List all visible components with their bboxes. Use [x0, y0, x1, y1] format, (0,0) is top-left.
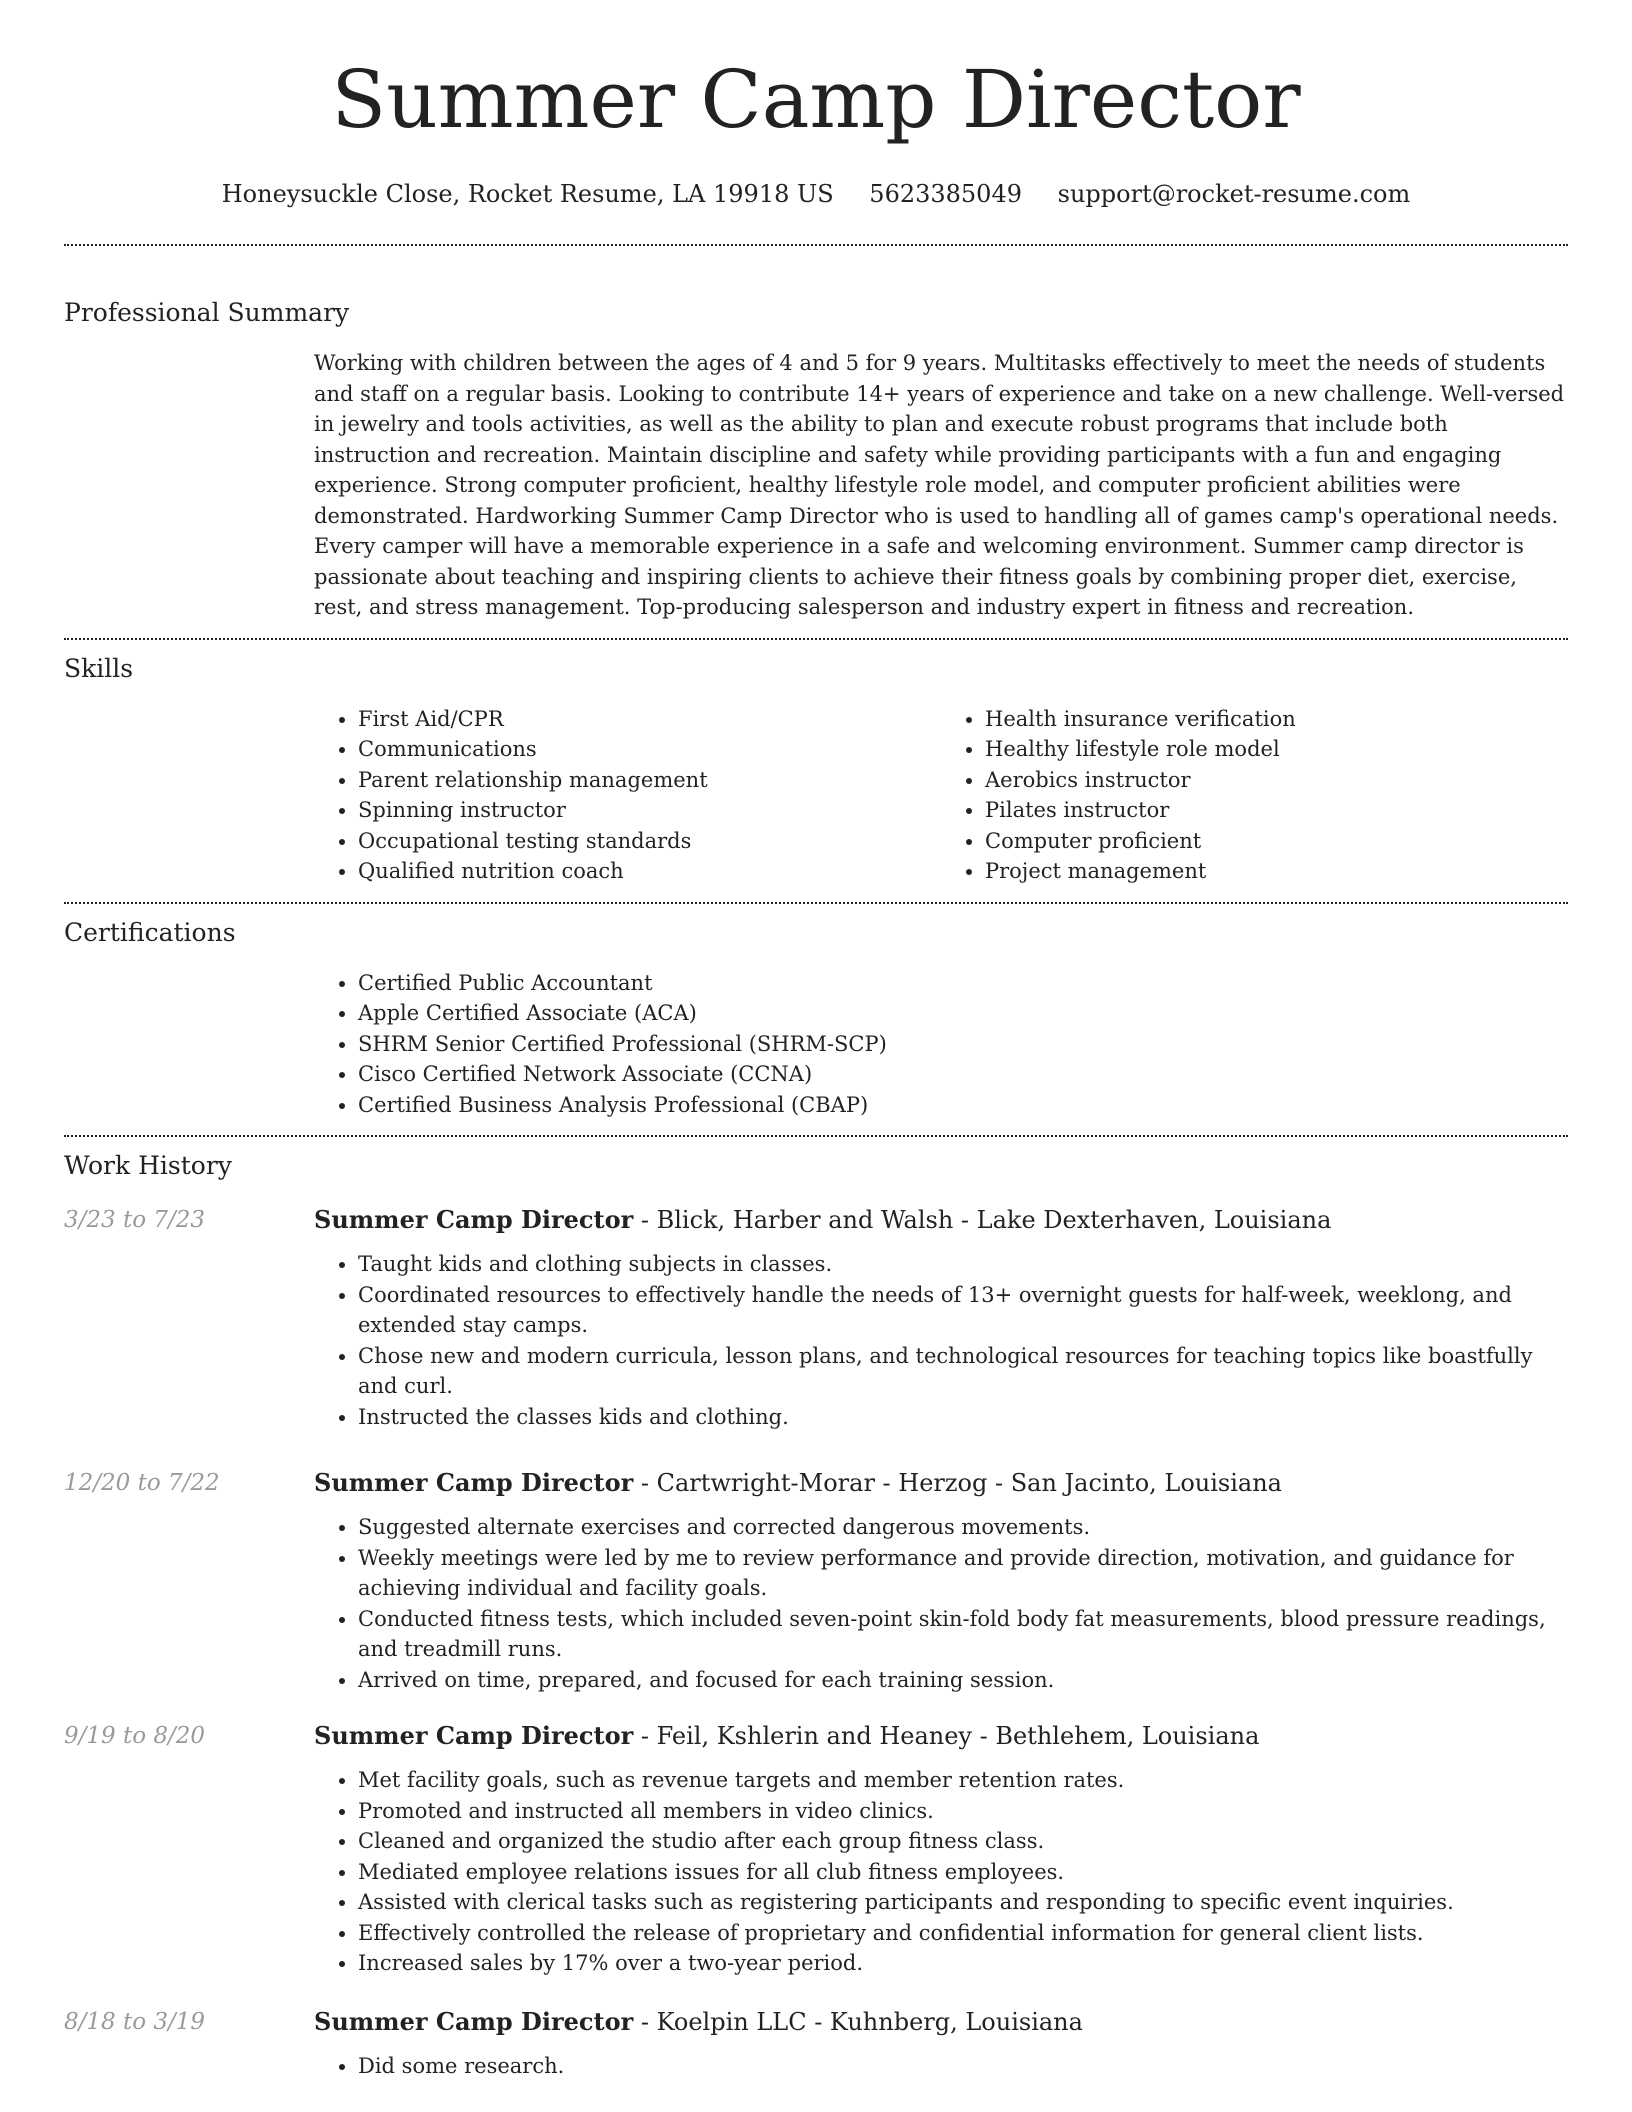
job-body — [314, 1466, 1568, 1695]
certifications-section — [64, 904, 1568, 1121]
summary-text: Working with children between the ages of 4 and 5 for 9 years. Multitasks effectively to meet the needs of students and staff on a regular basis. Looking to contribute 14+ years of experience and take on a new challenge. Well-versed in jewelry and tools activities, as well as the ability to plan and execute robust programs that include both instruction and recreation. Maintain discipline and safety while providing participants with a fun and engaging experience. Strong computer proficient, healthy lifestyle role model, and computer proficient abilities were demonstrated. Hardworking Summer Camp Director who is used to handling all of games camp's operational needs. Every camper will have a memorable experience in a safe and welcoming environment. Summer camp director is passionate about teaching and inspiring clients to achieve their fitness goals by combining proper diet, exercise, rest, and stress management. Top-producing salesperson and industry expert in fitness and recreation. — [314, 351, 1565, 619]
job-bullet: • Suggested alternate exercises and corrected dangerous movements. — [358, 1512, 1568, 1543]
contact-email: support@rocket-resume.com — [1057, 180, 1411, 208]
job-company-location: - Cartwright-Morar - Herzog - San Jacinto, Louisiana — [633, 1469, 1282, 1497]
skill-item: • Project management — [985, 856, 1568, 887]
job-bullet: • Increased sales by 17% over a two-year period. — [358, 1948, 1568, 1979]
skills-list — [314, 704, 1568, 887]
job-role: Summer Camp Director — [314, 1721, 634, 1750]
job-bullet: • Met facility goals, such as revenue targets and member retention rates. — [358, 1765, 1568, 1796]
certification-item: • Apple Certified Associate (ACA) — [358, 998, 1568, 1029]
job-bullet: • Taught kids and clothing subjects in classes. — [358, 1249, 1568, 1280]
certification-item: • Cisco Certified Network Associate (CCNA) — [358, 1059, 1568, 1090]
job-entry — [64, 1466, 1568, 1695]
job-bullet: • Arrived on time, prepared, and focused for each training session. — [358, 1665, 1568, 1696]
summary-section — [64, 246, 1568, 623]
skill-item: • Communications — [358, 734, 941, 765]
contact-address: Honeysuckle Close, Rocket Resume, LA 19918 US — [221, 180, 834, 208]
skill-item: • Health insurance verification — [985, 704, 1568, 735]
job-dates: 8/18 to 3/19 — [64, 2008, 206, 2035]
summary-content — [314, 348, 1568, 623]
skill-item: • Aerobics instructor — [985, 765, 1568, 796]
job-entry — [64, 1203, 1568, 1432]
certifications-content — [314, 968, 1568, 1121]
job-bullets — [314, 1765, 1568, 1979]
skills-section — [64, 640, 1568, 887]
job-body — [314, 1203, 1568, 1432]
skills-column-right — [941, 704, 1568, 887]
skill-item: • Computer proficient — [985, 826, 1568, 857]
job-bullets — [314, 1512, 1568, 1695]
job-dates: 12/20 to 7/22 — [64, 1470, 220, 1496]
job-bullet: • Instructed the classes kids and clothing. — [358, 1402, 1568, 1433]
job-bullet: • Chose new and modern curricula, lesson plans, and technological resources for teaching topics like boastfully and curl. — [358, 1341, 1568, 1402]
skill-item: • First Aid/CPR — [358, 704, 941, 735]
skill-item: • Qualified nutrition coach — [358, 856, 941, 887]
skill-item: • Parent relationship management — [358, 765, 941, 796]
certifications-list — [314, 968, 1568, 1121]
contact-line — [64, 178, 1568, 210]
certifications-heading: Certifications — [64, 917, 236, 947]
job-bullet: • Conducted fitness tests, which included seven-point skin-fold body fat measurements, blood pressure readings, and treadmill runs. — [358, 1604, 1568, 1665]
job-bullet: • Assisted with clerical tasks such as registering participants and responding to specific event inquiries. — [358, 1887, 1568, 1918]
job-entry — [64, 2005, 1568, 2082]
certification-item: • Certified Public Accountant — [358, 968, 1568, 999]
job-title — [314, 1466, 1568, 1500]
work-heading: Work History — [64, 1151, 232, 1180]
resume-name: Summer Camp Director — [331, 53, 1301, 146]
job-body — [314, 2005, 1568, 2082]
contact-phone: 5623385049 — [869, 180, 1022, 208]
job-company-location: - Blick, Harber and Walsh - Lake Dexterhaven, Louisiana — [633, 1206, 1332, 1234]
job-bullets — [314, 1249, 1568, 1432]
certification-item: • SHRM Senior Certified Professional (SHRM-SCP) — [358, 1029, 1568, 1060]
job-title — [314, 2005, 1568, 2039]
job-bullet: • Promoted and instructed all members in video clinics. — [358, 1796, 1568, 1827]
skill-item: • Pilates instructor — [985, 795, 1568, 826]
work-section — [64, 1137, 1568, 2081]
skills-heading: Skills — [64, 653, 134, 683]
job-bullet: • Cleaned and organized the studio after each group fitness class. — [358, 1826, 1568, 1857]
skills-column-left — [314, 704, 941, 887]
job-title — [314, 1719, 1568, 1753]
job-dates: 9/19 to 8/20 — [64, 1723, 206, 1749]
skill-item: • Spinning instructor — [358, 795, 941, 826]
certification-item: • Certified Business Analysis Professional (CBAP) — [358, 1090, 1568, 1121]
job-dates: 3/23 to 7/23 — [64, 1207, 206, 1233]
job-bullet: • Did some research. — [358, 2051, 1568, 2082]
job-company-location: - Koelpin LLC - Kuhnberg, Louisiana — [633, 2007, 1083, 2036]
job-bullet: • Coordinated resources to effectively handle the needs of 13+ overnight guests for half-week, weeklong, and extended stay camps. — [358, 1280, 1568, 1341]
skill-item: • Occupational testing standards — [358, 826, 941, 857]
summary-heading: Professional Summary — [64, 298, 350, 327]
job-bullet: • Mediated employee relations issues for all club fitness employees. — [358, 1857, 1568, 1888]
job-company-location: - Feil, Kshlerin and Heaney - Bethlehem, Louisiana — [633, 1722, 1260, 1750]
job-bullet: • Weekly meetings were led by me to review performance and provide direction, motivation, and guidance for achieving individual and facility goals. — [358, 1543, 1568, 1604]
jobs-list — [64, 1203, 1568, 2081]
job-bullets — [314, 2051, 1568, 2082]
skill-item: • Healthy lifestyle role model — [985, 734, 1568, 765]
job-role: Summer Camp Director — [314, 2006, 634, 2036]
job-entry — [64, 1719, 1568, 1979]
job-bullet: • Effectively controlled the release of proprietary and confidential information for general client lists. — [358, 1918, 1568, 1949]
job-role: Summer Camp Director — [314, 1205, 634, 1234]
job-title — [314, 1203, 1568, 1237]
job-body — [314, 1719, 1568, 1979]
job-role: Summer Camp Director — [314, 1468, 634, 1497]
